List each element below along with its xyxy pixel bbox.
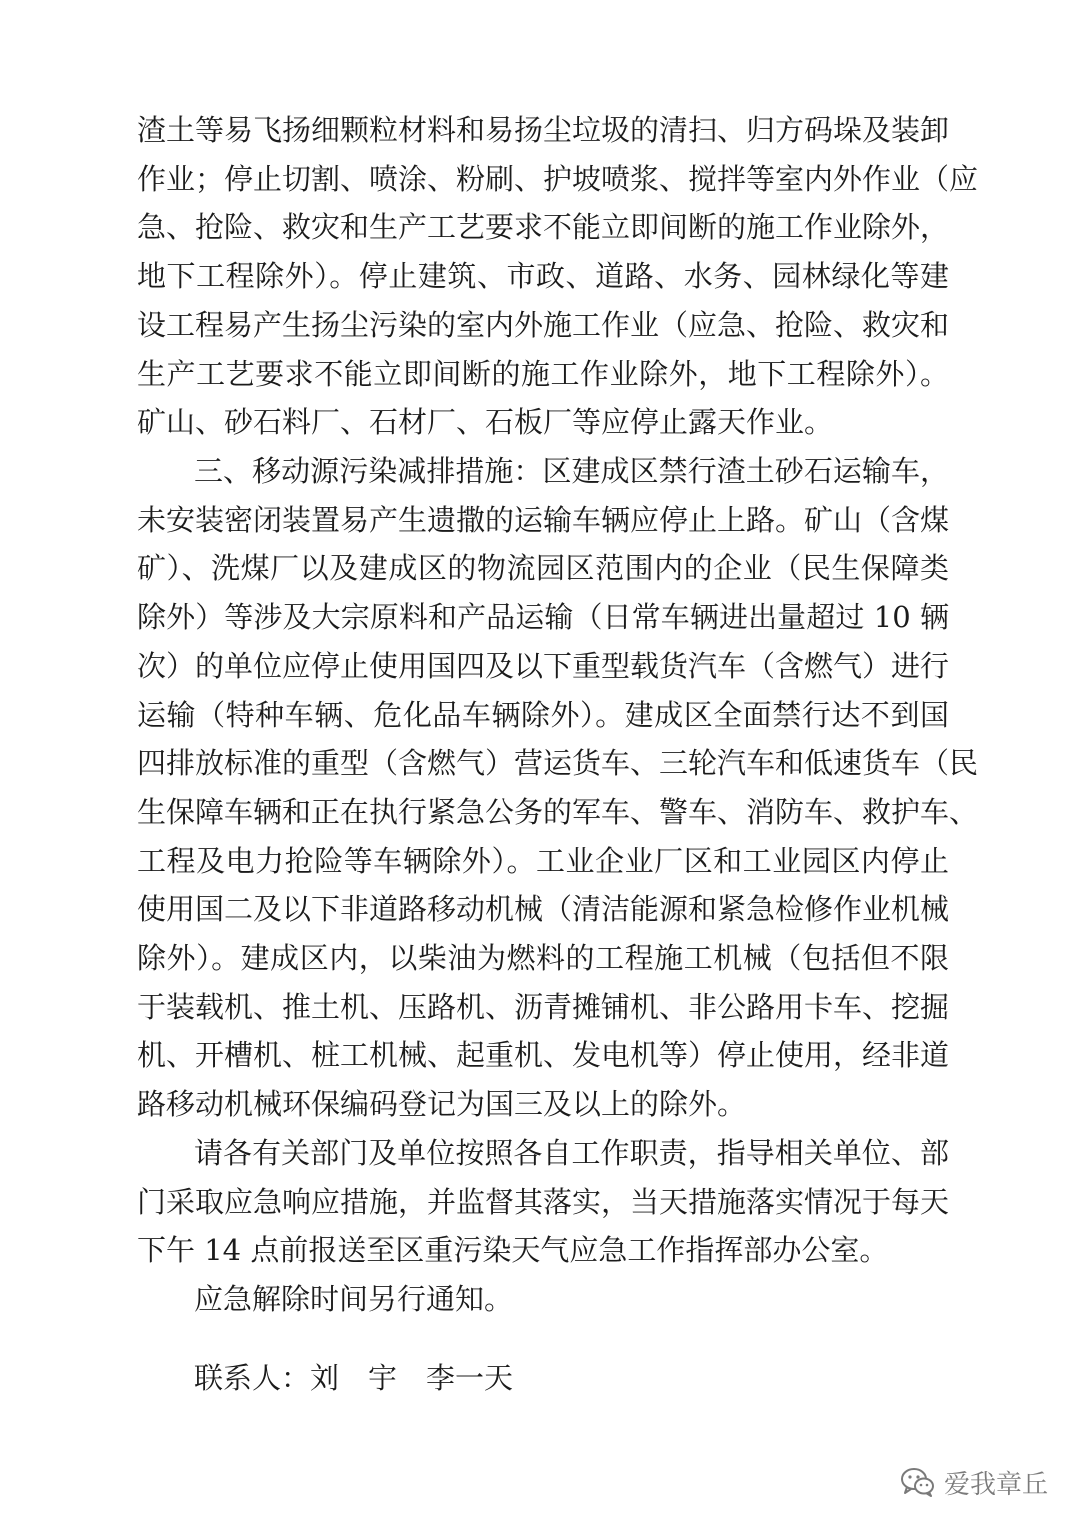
text-line: 于装载机、推土机、压路机、沥青摊铺机、非公路用卡车、挖掘	[137, 990, 950, 1024]
watermark	[900, 1460, 1048, 1504]
text-line: 矿山、砂石料厂、石材厂、石板厂等应停止露天作业。	[137, 405, 834, 439]
watermark-text: 爱我章丘	[944, 1469, 1049, 1500]
text-line: 未安装密闭装置易产生遗撒的运输车辆应停止上路。矿山（含煤	[137, 503, 950, 537]
text-line: 地下工程除外）。停止建筑、市政、道路、水务、园林绿化等建	[137, 259, 949, 293]
text-line: 作业；停止切割、喷涂、粉刷、护坡喷浆、搅拌等室内外作业（应	[137, 162, 979, 196]
text-line: 生产工艺要求不能立即间断的施工作业除外，地下工程除外）。	[137, 357, 949, 391]
text-line: 使用国二及以下非道路移动机械（清洁能源和紧急检修作业机械	[137, 892, 950, 926]
text-line: 急、抢险、救灾和生产工艺要求不能立即间断的施工作业除外，	[137, 210, 950, 244]
text-line: 除外）等涉及大宗原料和产品运输（日常车辆进出量超过 10 辆	[137, 600, 949, 634]
text-line: 运输（特种车辆、危化品车辆除外）。建成区全面禁行达不到国	[137, 698, 949, 732]
wechat-icon	[900, 1467, 936, 1497]
text-line: 矿）、洗煤厂以及建成区的物流园区范围内的企业（民生保障类	[137, 551, 949, 585]
text-line: 除外）。建成区内，以柴油为燃料的工程施工机械（包括但不限	[137, 941, 949, 975]
text-line: 设工程易产生扬尘污染的室内外施工作业（应急、抢险、救灾和	[137, 308, 950, 342]
text-line: 工程及电力抢险等车辆除外）。工业企业厂区和工业园区内停止	[137, 844, 949, 878]
text-line: 应急解除时间另行通知。	[194, 1282, 514, 1316]
contact-line: 联系人：刘 宇 李一天	[194, 1361, 514, 1395]
text-line: 四排放标准的重型（含燃气）营运货车、三轮汽车和低速货车（民	[137, 746, 979, 780]
text-line: 请各有关部门及单位按照各自工作职责，指导相关单位、部	[194, 1136, 949, 1170]
text-line: 路移动机械环保编码登记为国三及以上的除外。	[137, 1087, 747, 1121]
paragraph-heading-line: 三、移动源污染减排措施：区建成区禁行渣土砂石运输车，	[194, 454, 949, 488]
text-line: 门采取应急响应措施，并监督其落实，当天措施落实情况于每天	[137, 1185, 950, 1219]
text-line: 次）的单位应停止使用国四及以下重型载货汽车（含燃气）进行	[137, 649, 950, 683]
text-line: 下午 14 点前报送至区重污染天气应急工作指挥部办公室。	[137, 1233, 889, 1267]
text-line: 机、开槽机、桩工机械、起重机、发电机等）停止使用，经非道	[137, 1038, 950, 1072]
text-line: 渣土等易飞扬细颗粒材料和易扬尘垃圾的清扫、归方码垛及装卸	[137, 113, 950, 147]
text-line: 生保障车辆和正在执行紧急公务的军车、警车、消防车、救护车、	[137, 795, 979, 829]
